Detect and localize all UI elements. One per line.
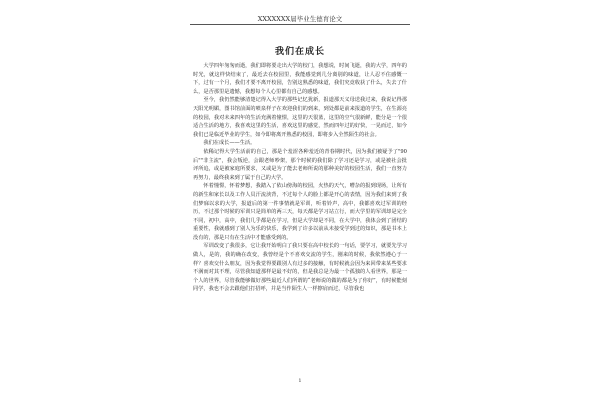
essay-title: 我们在成长 bbox=[274, 47, 325, 57]
page-header: XXXXXXX届毕业生德育论文 bbox=[257, 15, 343, 23]
essay-body bbox=[193, 62, 407, 294]
paragraph: 军训改变了我很多，它让我开始明白了我只要在高中校长的一句话，要学习，就要先学习做人，是的，我的确在改变，我曾经是个不喜欢交流的学生，刚来的时候，我依然遵心于一样？喜欢交什么朋友，因为我觉得要跟别人有过多的接触，有时候就会因为来回带来某些要求不满而对其不理，尽管我知道那样是最不好的，但是我总是为最一个孤独的人看世界，那是一个人的世界，尽管我能够做好那些最近人们所谓的“老师说的做的都是为了你好”，有时候能刻同学，我也不会去跟他们打招呼，并是当作陌生人一样擦肩而过，尽管我也 bbox=[193, 243, 407, 293]
header-rule bbox=[190, 24, 410, 25]
paragraph: 我们在成长——生活。 bbox=[203, 140, 256, 147]
paragraph: 依稀记得大学生活前的自己，那是个羞涩各种羞近的青春期时代，因为我们被疑予了"90后""非主流"，我会叛逆，会跟老师吵架，那个时候的我们除了学习还是学习，或是被社会批评所追，或是被家庭所要求，又或是为了能去老师所说的那种美好的校园生活，我们一直努力再努力，最终我来到了属于自己的大学。 bbox=[193, 148, 407, 181]
paragraph: 至今，我仍然能够清楚记得入大学的那些记忆犹新，报道那天义母送我过来，我说记得那天阳光明媚，图书馆前面的喷泉样子在欢迎我们的到来，到处都是前来报道的学生，在生源亮的校园，我对未来四年的生活充满着憧憬，这里的天很蓝，这里的空气很新鲜，能分是一个很适合生活的地方，我喜欢这里的生活，喜欢这里的感觉，然而四年过的好快，一晃而过，如今我们已是临近毕业的学生，如今即将离开熟悉的校园，即将步入全然陌生的社会。 bbox=[193, 97, 407, 138]
page-number: 1 bbox=[298, 378, 302, 384]
paragraph: 怀着憧憬，怀着梦想，我踏入了依山傍海的校园，火热的天气，嘈杂的报到现场，让所有的新生和家长以及工作人员汗流浃背，不过每个人的脸上都是开心的表情，因为我们来到了我们梦寐以求的大学，报道后的第一件事情就是军训，听着铃声，高中，我都喜欢过军训的经历，不过那个时候的军训只是简单的两三天，每天都是学习站立行，而大学里的军训却是完全不同，初中，高中，我们几乎都是在学习，但是大学却是不同，在大学中，我体会到了团结的重要性，我就感到了别人为乐的快乐，我学到了许多以前从未接受学到过的知识，那是书本上没有的，那是只有在生活中才能感受到的。 bbox=[193, 183, 407, 241]
paragraph: 大学四年匆匆而逝，我们即将要走出大学的校门，我想说，时间飞逝，我的大学，四年的时光，就这样快结束了，最近去在校园里，我能感觉到几分离别的味道，让人忍不住感慨一下，过有一个月，我们才要不离开校园，告别这熟悉的味道，我们究竟收获了什么，失去了什么，是否那里是遗憾，我想每个人心里都有自己的感想。 bbox=[193, 63, 407, 95]
